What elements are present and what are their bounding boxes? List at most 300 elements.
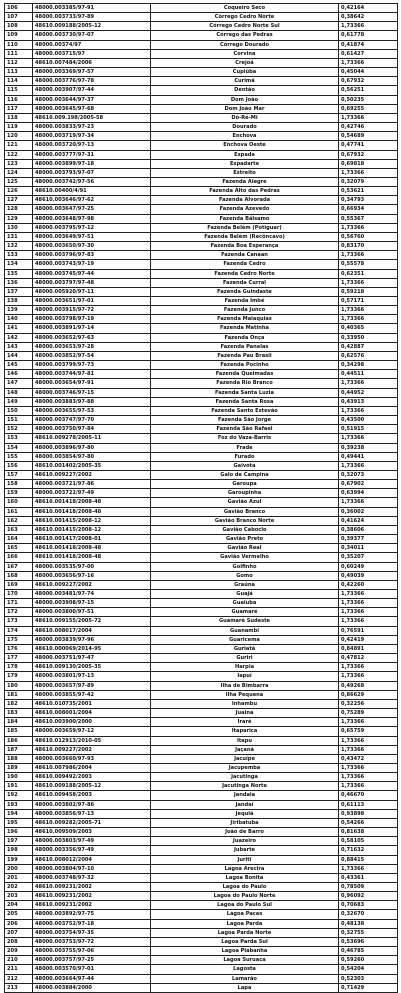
process-number-cell: 48000.003649/97-51 bbox=[33, 232, 151, 241]
process-number-cell: 48610.001415/2008-12 bbox=[33, 525, 151, 534]
field-name-cell: Jequiá bbox=[151, 809, 339, 818]
table-row bbox=[5, 883, 398, 892]
row-number-cell: 198 bbox=[5, 846, 33, 855]
field-name-cell: Guriri bbox=[151, 654, 339, 663]
field-value-cell: 0,56760 bbox=[339, 232, 398, 241]
row-number-cell: 213 bbox=[5, 983, 33, 992]
table-row bbox=[5, 791, 398, 800]
process-number-cell: 48000.003650/97-30 bbox=[33, 242, 151, 251]
field-value-cell: 1,73366 bbox=[339, 608, 398, 617]
row-number-cell: 120 bbox=[5, 132, 33, 141]
field-value-cell: 0,54266 bbox=[339, 818, 398, 827]
field-value-cell: 1,73366 bbox=[339, 406, 398, 415]
field-name-cell: Gomo bbox=[151, 571, 339, 580]
field-value-cell: 1,73366 bbox=[339, 168, 398, 177]
field-name-cell: Lagoa Bonita bbox=[151, 873, 339, 882]
field-list-document bbox=[4, 3, 397, 993]
field-value-cell: 1,73366 bbox=[339, 379, 398, 388]
field-name-cell: Córrego Cedro Norte Sul bbox=[151, 22, 339, 31]
table-row bbox=[5, 937, 398, 946]
process-number-cell: 48610.003900/2000 bbox=[33, 718, 151, 727]
row-number-cell: 209 bbox=[5, 947, 33, 956]
table-row bbox=[5, 754, 398, 763]
field-name-cell: Fazenda Alvorada bbox=[151, 196, 339, 205]
field-value-cell: 0,55367 bbox=[339, 214, 398, 223]
process-number-cell: 48610.009282/2005-71 bbox=[33, 818, 151, 827]
field-name-cell: Foz do Vaza-Barris bbox=[151, 434, 339, 443]
field-value-cell: 1,73366 bbox=[339, 251, 398, 260]
row-number-cell: 204 bbox=[5, 901, 33, 910]
field-value-cell: 0,36002 bbox=[339, 507, 398, 516]
process-number-cell: 48610.009231/2002 bbox=[33, 892, 151, 901]
field-value-cell: 0,43472 bbox=[339, 754, 398, 763]
table-row bbox=[5, 617, 398, 626]
table-row bbox=[5, 901, 398, 910]
field-value-cell: 0,32670 bbox=[339, 910, 398, 919]
row-number-cell: 159 bbox=[5, 489, 33, 498]
table-row bbox=[5, 95, 398, 104]
table-row bbox=[5, 553, 398, 562]
table-row bbox=[5, 461, 398, 470]
process-number-cell: 48610.001418/2008-48 bbox=[33, 553, 151, 562]
row-number-cell: 186 bbox=[5, 736, 33, 745]
table-row bbox=[5, 150, 398, 159]
field-name-cell: Fazenda Azevedo bbox=[151, 205, 339, 214]
table-row bbox=[5, 745, 398, 754]
process-number-cell: 48000.003804/97-10 bbox=[33, 864, 151, 873]
row-number-cell: 190 bbox=[5, 773, 33, 782]
process-number-cell: 48000.003803/97-49 bbox=[33, 837, 151, 846]
row-number-cell: 116 bbox=[5, 95, 33, 104]
table-row bbox=[5, 626, 398, 635]
field-value-cell: 1,73366 bbox=[339, 782, 398, 791]
field-value-cell: 0,88415 bbox=[339, 855, 398, 864]
process-number-cell: 48000.003647/97-25 bbox=[33, 205, 151, 214]
row-number-cell: 212 bbox=[5, 974, 33, 983]
row-number-cell: 207 bbox=[5, 928, 33, 937]
row-number-cell: 167 bbox=[5, 562, 33, 571]
process-number-cell: 48610.007986/2004 bbox=[33, 763, 151, 772]
field-name-cell: Ilha Pequena bbox=[151, 690, 339, 699]
process-number-cell: 48610.009130/2005-35 bbox=[33, 663, 151, 672]
field-name-cell: Fazenda Matinha bbox=[151, 324, 339, 333]
table-row bbox=[5, 187, 398, 196]
field-value-cell: 0,47741 bbox=[339, 141, 398, 150]
field-name-cell: Fazenda Imbé bbox=[151, 297, 339, 306]
table-row bbox=[5, 480, 398, 489]
field-name-cell: Jacutinga Norte bbox=[151, 782, 339, 791]
field-value-cell: 0,46670 bbox=[339, 791, 398, 800]
field-value-cell: 0,44952 bbox=[339, 388, 398, 397]
process-number-cell: 48610.008017/2004 bbox=[33, 626, 151, 635]
row-number-cell: 193 bbox=[5, 800, 33, 809]
table-row bbox=[5, 315, 398, 324]
field-value-cell: 0,75289 bbox=[339, 709, 398, 718]
table-row bbox=[5, 928, 398, 937]
field-name-cell: Enchova Oeste bbox=[151, 141, 339, 150]
process-number-cell: 48610.009155/2005-72 bbox=[33, 617, 151, 626]
process-number-cell: 48610.009188/2005-12 bbox=[33, 782, 151, 791]
field-name-cell: Harpia bbox=[151, 663, 339, 672]
field-value-cell: 0,49441 bbox=[339, 452, 398, 461]
field-value-cell: 0,39377 bbox=[339, 535, 398, 544]
field-value-cell: 0,51915 bbox=[339, 425, 398, 434]
table-row bbox=[5, 205, 398, 214]
row-number-cell: 131 bbox=[5, 232, 33, 241]
field-value-cell: 1,73366 bbox=[339, 461, 398, 470]
field-value-cell: 0,34793 bbox=[339, 196, 398, 205]
field-value-cell: 0,61427 bbox=[339, 49, 398, 58]
table-row bbox=[5, 855, 398, 864]
table-row bbox=[5, 260, 398, 269]
process-number-cell: 48000.003719/97-34 bbox=[33, 132, 151, 141]
field-name-cell: Fazenda São Rafael bbox=[151, 425, 339, 434]
process-number-cell: 48610.009492/2003 bbox=[33, 773, 151, 782]
process-number-cell: 48000.003891/97-14 bbox=[33, 324, 151, 333]
field-name-cell: Juaina bbox=[151, 709, 339, 718]
field-name-cell: Córrego Dourado bbox=[151, 40, 339, 49]
field-value-cell: 0,71429 bbox=[339, 983, 398, 992]
row-number-cell: 134 bbox=[5, 260, 33, 269]
field-name-cell: Jandaia bbox=[151, 791, 339, 800]
field-name-cell: Fazenda Rio Branco bbox=[151, 379, 339, 388]
table-row bbox=[5, 663, 398, 672]
process-number-cell: 48000.003908/97-15 bbox=[33, 599, 151, 608]
field-name-cell: Lagoa Arecira bbox=[151, 864, 339, 873]
process-number-cell: 48000.003855/97-42 bbox=[33, 690, 151, 699]
table-row bbox=[5, 232, 398, 241]
field-name-cell: Fazenda Onça bbox=[151, 333, 339, 342]
process-number-cell: 48000.003535/97-00 bbox=[33, 562, 151, 571]
field-value-cell: 0,42260 bbox=[339, 580, 398, 589]
field-value-cell: 1,73366 bbox=[339, 773, 398, 782]
row-number-cell: 177 bbox=[5, 654, 33, 663]
field-name-cell: Lagoa Parda Norte bbox=[151, 928, 339, 937]
row-number-cell: 201 bbox=[5, 873, 33, 882]
table-row bbox=[5, 159, 398, 168]
field-value-cell: 0,65759 bbox=[339, 727, 398, 736]
process-number-cell: 48000.003654/97-91 bbox=[33, 379, 151, 388]
field-value-cell: 0,49268 bbox=[339, 681, 398, 690]
table-row bbox=[5, 269, 398, 278]
field-name-cell: Fazenda Guindaste bbox=[151, 287, 339, 296]
table-row bbox=[5, 104, 398, 113]
field-name-cell: Gavião Caboclo bbox=[151, 525, 339, 534]
field-value-cell: 0,57171 bbox=[339, 297, 398, 306]
field-value-cell: 0,63994 bbox=[339, 489, 398, 498]
process-number-cell: 48000.005920/97-11 bbox=[33, 287, 151, 296]
process-number-cell: 48000.003777/97-31 bbox=[33, 150, 151, 159]
field-value-cell: 0,66934 bbox=[339, 205, 398, 214]
field-name-cell: Lagoa do Paulo Norte bbox=[151, 892, 339, 901]
process-number-cell: 48000.003747/97-70 bbox=[33, 416, 151, 425]
row-number-cell: 124 bbox=[5, 168, 33, 177]
field-value-cell: 0,78509 bbox=[339, 883, 398, 892]
field-name-cell: Jaçanã bbox=[151, 745, 339, 754]
process-number-cell: 48000.003744/97-81 bbox=[33, 370, 151, 379]
row-number-cell: 111 bbox=[5, 49, 33, 58]
table-row bbox=[5, 654, 398, 663]
table-row bbox=[5, 846, 398, 855]
field-name-cell: Fazenda Alto das Pedras bbox=[151, 187, 339, 196]
row-number-cell: 161 bbox=[5, 507, 33, 516]
row-number-cell: 109 bbox=[5, 31, 33, 40]
row-number-cell: 143 bbox=[5, 342, 33, 351]
process-number-cell: 48610.009458/2003 bbox=[33, 791, 151, 800]
row-number-cell: 172 bbox=[5, 608, 33, 617]
process-number-cell: 48000.003644/97-37 bbox=[33, 95, 151, 104]
row-number-cell: 132 bbox=[5, 242, 33, 251]
process-number-cell: 48610.008012/2004 bbox=[33, 855, 151, 864]
table-row bbox=[5, 608, 398, 617]
process-number-cell: 48000.003660/97-93 bbox=[33, 754, 151, 763]
field-name-cell: Furado bbox=[151, 452, 339, 461]
table-row bbox=[5, 416, 398, 425]
table-row bbox=[5, 333, 398, 342]
field-name-cell: Lagoa do Paulo bbox=[151, 883, 339, 892]
field-value-cell: 0,52303 bbox=[339, 974, 398, 983]
field-value-cell: 0,38642 bbox=[339, 13, 398, 22]
field-value-cell: 0,42419 bbox=[339, 635, 398, 644]
row-number-cell: 123 bbox=[5, 159, 33, 168]
row-number-cell: 107 bbox=[5, 13, 33, 22]
row-number-cell: 121 bbox=[5, 141, 33, 150]
table-row bbox=[5, 297, 398, 306]
process-number-cell: 48610.001418/2008-48 bbox=[33, 498, 151, 507]
process-number-cell: 48000.003657/97-89 bbox=[33, 681, 151, 690]
row-number-cell: 125 bbox=[5, 177, 33, 186]
process-number-cell: 48000.003715/97 bbox=[33, 49, 151, 58]
process-number-cell: 48000.003746/97-15 bbox=[33, 388, 151, 397]
process-number-cell: 48000.003664/97-44 bbox=[33, 974, 151, 983]
field-value-cell: 0,67932 bbox=[339, 150, 398, 159]
process-number-cell: 48000.003751/97-47 bbox=[33, 654, 151, 663]
field-name-cell: Lagoa Parda Sul bbox=[151, 937, 339, 946]
field-value-cell: 0,39238 bbox=[339, 443, 398, 452]
process-number-cell: 48000.003776/97-78 bbox=[33, 77, 151, 86]
row-number-cell: 118 bbox=[5, 113, 33, 122]
process-number-cell: 48000.00374/97 bbox=[33, 40, 151, 49]
table-row bbox=[5, 168, 398, 177]
field-value-cell: 0,53696 bbox=[339, 937, 398, 946]
field-name-cell: Guamaré bbox=[151, 608, 339, 617]
table-row bbox=[5, 306, 398, 315]
table-row bbox=[5, 177, 398, 186]
field-name-cell: Dó-Ré-Mi bbox=[151, 113, 339, 122]
row-number-cell: 139 bbox=[5, 306, 33, 315]
table-row bbox=[5, 864, 398, 873]
field-value-cell: 1,73366 bbox=[339, 590, 398, 599]
field-name-cell: Jacupemba bbox=[151, 763, 339, 772]
process-number-cell: 48000.003721/97-86 bbox=[33, 480, 151, 489]
field-value-cell: 0,35207 bbox=[339, 553, 398, 562]
process-number-cell: 48000.003742/97-56 bbox=[33, 177, 151, 186]
table-row bbox=[5, 123, 398, 132]
field-value-cell: 0,34011 bbox=[339, 544, 398, 553]
field-value-cell: 1,73366 bbox=[339, 745, 398, 754]
field-name-cell: Graúna bbox=[151, 580, 339, 589]
field-name-cell: Itaparica bbox=[151, 727, 339, 736]
field-table-body bbox=[5, 4, 398, 993]
table-row bbox=[5, 699, 398, 708]
field-value-cell: 1,73366 bbox=[339, 663, 398, 672]
table-row bbox=[5, 443, 398, 452]
process-number-cell: 48000.003915/97-72 bbox=[33, 306, 151, 315]
row-number-cell: 136 bbox=[5, 278, 33, 287]
table-row bbox=[5, 947, 398, 956]
row-number-cell: 127 bbox=[5, 196, 33, 205]
row-number-cell: 148 bbox=[5, 388, 33, 397]
row-number-cell: 108 bbox=[5, 22, 33, 31]
row-number-cell: 156 bbox=[5, 461, 33, 470]
table-row bbox=[5, 287, 398, 296]
table-row bbox=[5, 571, 398, 580]
process-number-cell: 48000.003755/97-06 bbox=[33, 947, 151, 956]
process-number-cell: 48000.003856/97-13 bbox=[33, 809, 151, 818]
table-row bbox=[5, 763, 398, 772]
field-value-cell: 0,83170 bbox=[339, 242, 398, 251]
table-row bbox=[5, 974, 398, 983]
process-number-cell: 48000.003854/97-80 bbox=[33, 452, 151, 461]
field-value-cell: 1,73366 bbox=[339, 306, 398, 315]
row-number-cell: 210 bbox=[5, 956, 33, 965]
field-name-cell: Gavião Azul bbox=[151, 498, 339, 507]
field-name-cell: Juazeiro bbox=[151, 837, 339, 846]
field-name-cell: Gavião Real bbox=[151, 544, 339, 553]
field-name-cell: Fazenda Junco bbox=[151, 306, 339, 315]
process-number-cell: 48000.003753/97-72 bbox=[33, 937, 151, 946]
process-number-cell: 48610.001417/2008-01 bbox=[33, 535, 151, 544]
table-row bbox=[5, 800, 398, 809]
field-name-cell: Corvina bbox=[151, 49, 339, 58]
process-number-cell: 48000.003833/97-23 bbox=[33, 123, 151, 132]
field-value-cell: 0,61113 bbox=[339, 800, 398, 809]
process-number-cell: 48610.009278/2005-11 bbox=[33, 434, 151, 443]
row-number-cell: 147 bbox=[5, 379, 33, 388]
field-value-cell: 0,84891 bbox=[339, 644, 398, 653]
row-number-cell: 208 bbox=[5, 937, 33, 946]
row-number-cell: 153 bbox=[5, 434, 33, 443]
table-row bbox=[5, 525, 398, 534]
row-number-cell: 197 bbox=[5, 837, 33, 846]
table-row bbox=[5, 278, 398, 287]
field-value-cell: 0,56251 bbox=[339, 86, 398, 95]
process-number-cell: 48610.000069/2014-95 bbox=[33, 644, 151, 653]
field-name-cell: Fazenda Cedro Norte bbox=[151, 269, 339, 278]
field-value-cell: 1,73366 bbox=[339, 315, 398, 324]
field-name-cell: Gavião Preto bbox=[151, 535, 339, 544]
row-number-cell: 178 bbox=[5, 663, 33, 672]
field-name-cell: Ilha de Bimbarra bbox=[151, 681, 339, 690]
field-value-cell: 0,32755 bbox=[339, 928, 398, 937]
table-row bbox=[5, 68, 398, 77]
process-number-cell: 48610.009227/2002 bbox=[33, 470, 151, 479]
table-row bbox=[5, 13, 398, 22]
field-name-cell: Fazenda Alegre bbox=[151, 177, 339, 186]
field-value-cell: 0,34298 bbox=[339, 361, 398, 370]
row-number-cell: 173 bbox=[5, 617, 33, 626]
process-number-cell: 48000.003748/97-32 bbox=[33, 873, 151, 882]
table-row bbox=[5, 681, 398, 690]
field-name-cell: Espadarte bbox=[151, 159, 339, 168]
process-number-cell: 48610.012913/2010-05 bbox=[33, 736, 151, 745]
row-number-cell: 206 bbox=[5, 919, 33, 928]
row-number-cell: 158 bbox=[5, 480, 33, 489]
row-number-cell: 189 bbox=[5, 763, 33, 772]
row-number-cell: 179 bbox=[5, 672, 33, 681]
process-number-cell: 48000.003907/97-44 bbox=[33, 86, 151, 95]
row-number-cell: 174 bbox=[5, 626, 33, 635]
process-number-cell: 48000.003793/97-07 bbox=[33, 168, 151, 177]
table-row bbox=[5, 379, 398, 388]
table-row bbox=[5, 736, 398, 745]
field-name-cell: Gaivota bbox=[151, 461, 339, 470]
row-number-cell: 182 bbox=[5, 699, 33, 708]
process-number-cell: 48000.003720/97-13 bbox=[33, 141, 151, 150]
process-number-cell: 48000.003385/97-91 bbox=[33, 4, 151, 13]
field-name-cell: Lagoa Suruaca bbox=[151, 956, 339, 965]
process-number-cell: 48000.003883/97-88 bbox=[33, 397, 151, 406]
field-name-cell: Fazenda Malaquias bbox=[151, 315, 339, 324]
row-number-cell: 188 bbox=[5, 754, 33, 763]
table-row bbox=[5, 141, 398, 150]
process-number-cell: 48000.003750/97-84 bbox=[33, 425, 151, 434]
field-name-cell: Fazenda Canaan bbox=[151, 251, 339, 260]
field-value-cell: 1,73366 bbox=[339, 718, 398, 727]
process-number-cell: 48610.001418/2008-48 bbox=[33, 544, 151, 553]
table-row bbox=[5, 709, 398, 718]
table-row bbox=[5, 599, 398, 608]
field-value-cell: 0,42887 bbox=[339, 342, 398, 351]
table-row bbox=[5, 4, 398, 13]
process-number-cell: 48610.001402/2005-35 bbox=[33, 461, 151, 470]
field-name-cell: Córrego Cedro Norte bbox=[151, 13, 339, 22]
field-value-cell: 1,73366 bbox=[339, 864, 398, 873]
field-table bbox=[4, 3, 398, 993]
field-value-cell: 1,73366 bbox=[339, 278, 398, 287]
process-number-cell: 48000.003757/97-25 bbox=[33, 956, 151, 965]
row-number-cell: 176 bbox=[5, 644, 33, 653]
field-value-cell: 0,46785 bbox=[339, 947, 398, 956]
field-name-cell: Garoupa bbox=[151, 480, 339, 489]
row-number-cell: 195 bbox=[5, 818, 33, 827]
field-value-cell: 1,73366 bbox=[339, 113, 398, 122]
process-number-cell: 48000.003356/97-49 bbox=[33, 846, 151, 855]
process-number-cell: 48000.003656/97-16 bbox=[33, 571, 151, 580]
process-number-cell: 48610.007484/2006 bbox=[33, 58, 151, 67]
row-number-cell: 187 bbox=[5, 745, 33, 754]
process-number-cell: 48000.003651/97-01 bbox=[33, 297, 151, 306]
field-value-cell: 1,73366 bbox=[339, 763, 398, 772]
row-number-cell: 106 bbox=[5, 4, 33, 13]
process-number-cell: 48000.003648/97-98 bbox=[33, 214, 151, 223]
field-value-cell: 0,93898 bbox=[339, 809, 398, 818]
row-number-cell: 194 bbox=[5, 809, 33, 818]
row-number-cell: 155 bbox=[5, 452, 33, 461]
field-name-cell: Inhambu bbox=[151, 699, 339, 708]
process-number-cell: 48000.003795/97-12 bbox=[33, 223, 151, 232]
field-value-cell: 0,58105 bbox=[339, 837, 398, 846]
field-name-cell: Lagoa Parda bbox=[151, 919, 339, 928]
field-value-cell: 0,60249 bbox=[339, 562, 398, 571]
row-number-cell: 180 bbox=[5, 681, 33, 690]
field-value-cell: 0,54689 bbox=[339, 132, 398, 141]
process-number-cell: 48000.003798/97-19 bbox=[33, 315, 151, 324]
field-name-cell: Fazenda Queimadas bbox=[151, 370, 339, 379]
table-row bbox=[5, 727, 398, 736]
table-row bbox=[5, 837, 398, 846]
row-number-cell: 142 bbox=[5, 333, 33, 342]
